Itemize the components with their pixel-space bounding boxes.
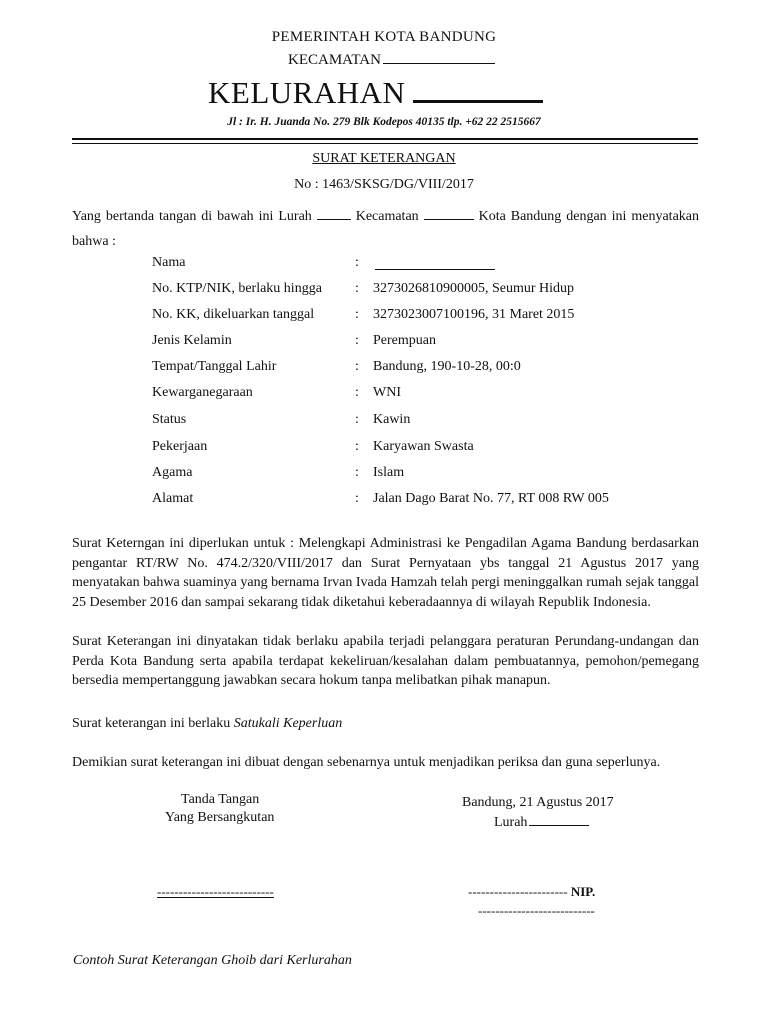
validity-paragraph: Surat Keterangan ini dinyatakan tidak berlaku apabila terjadi pelanggara peraturan Perundang-undangan dan Perda Kota Bandung serta apabila terdapat kekeliruan/kesalahan dalam pembuatannya, pemohon/pemegang bersedia mempertanggung jawabkan secara hokum tanpa melibatkan pihak manapun. xyxy=(72,634,699,688)
field-label: Alamat xyxy=(152,491,194,506)
name-blank xyxy=(375,255,495,270)
field-label: Agama xyxy=(152,465,193,480)
intro-part-3: Kota Bandung dengan ini menyatakan bahwa : xyxy=(72,209,699,249)
intro-paragraph xyxy=(72,204,699,254)
letter-title: SURAT KETERANGAN xyxy=(312,151,456,166)
field-value: Bandung, 190-10-28, 00:0 xyxy=(373,359,521,374)
field-colon: : xyxy=(355,307,359,322)
field-colon: : xyxy=(355,255,359,270)
field-value: Perempuan xyxy=(373,333,436,348)
field-value: Jalan Dago Barat No. 77, RT 008 RW 005 xyxy=(373,491,609,506)
field-label: Kewarganegaraan xyxy=(152,385,253,400)
header-divider-thick xyxy=(72,138,698,140)
signature-right-dashes: ----------------------- xyxy=(468,884,568,899)
letter-number: No : 1463/SKSG/DG/VIII/2017 xyxy=(294,177,474,192)
closing-paragraph: Demikian surat keterangan ini dibuat dengan sebenarnya untuk menjadikan periksa dan guna seperlunya. xyxy=(72,755,661,770)
field-value: WNI xyxy=(373,385,401,400)
field-label: Nama xyxy=(152,255,186,270)
field-colon: : xyxy=(355,333,359,348)
field-colon: : xyxy=(355,359,359,374)
field-colon: : xyxy=(355,412,359,427)
lurah-name-blank xyxy=(529,813,589,826)
lurah-blank xyxy=(317,207,351,220)
kelurahan-blank xyxy=(413,74,543,103)
document-caption: Contoh Surat Keterangan Ghoib dari Kerlurahan xyxy=(73,953,352,968)
field-colon: : xyxy=(355,491,359,506)
field-colon: : xyxy=(355,439,359,454)
kelurahan-label: KELURAHAN xyxy=(208,75,406,110)
signature-lurah xyxy=(494,813,589,831)
field-label: No. KTP/NIK, berlaku hingga xyxy=(152,281,322,296)
validity-value: Satukali Keperluan xyxy=(233,716,343,731)
field-colon: : xyxy=(355,465,359,480)
field-label: No. KK, dikeluarkan tanggal xyxy=(152,307,315,322)
field-value xyxy=(373,255,495,275)
signature-left-title: Tanda Tangan xyxy=(181,792,260,807)
kecamatan-inline-blank xyxy=(424,207,474,220)
field-label: Tempat/Tanggal Lahir xyxy=(152,359,277,374)
field-colon: : xyxy=(355,385,359,400)
field-value: 3273023007100196, 31 Maret 2015 xyxy=(373,307,575,322)
lurah-label: Lurah xyxy=(494,815,528,830)
validity-prefix: Surat keterangan ini berlaku xyxy=(72,716,231,731)
field-label: Status xyxy=(152,412,187,427)
validity-period xyxy=(72,716,342,732)
field-label: Pekerjaan xyxy=(152,439,208,454)
field-value: Islam xyxy=(373,465,405,480)
signature-left-subtitle: Yang Bersangkutan xyxy=(165,810,275,825)
government-header: PEMERINTAH KOTA BANDUNG xyxy=(271,29,497,45)
field-label: Jenis Kelamin xyxy=(152,333,232,348)
field-value: 3273026810900005, Seumur Hidup xyxy=(373,281,575,296)
kecamatan-blank xyxy=(383,50,495,64)
signature-right-line xyxy=(468,884,595,900)
intro-part-2: Kecamatan xyxy=(355,209,419,224)
signature-place-date: Bandung, 21 Agustus 2017 xyxy=(462,795,614,810)
office-address: Jl : Ir. H. Juanda No. 279 Blk Kodepos 40135 tlp. +62 22 2515667 xyxy=(227,116,541,128)
purpose-paragraph: Surat Keterngan ini diperlukan untuk : Melengkapi Administrasi ke Pengadilan Agama Bandung berdasarkan pengantar RT/RW No. 474.2/320/VIII/2017 dan Surat Pernyataan ybs tanggal 21 Agustus 2017 yang menyatakan bahwa suaminya yang bernama Irvan Ivada Hamzah telah pergi meninggalkan rumah sejak tanggal 25 Desember 2016 dan sampai sekarang tidak diketahui keberadaannya di wilayah Republik Indonesia. xyxy=(72,536,699,610)
header-divider-thin xyxy=(72,143,698,144)
kecamatan-line xyxy=(288,50,495,69)
field-colon: : xyxy=(355,281,359,296)
field-value: Kawin xyxy=(373,412,411,427)
signature-left-line: --------------------------- xyxy=(157,884,274,899)
signature-right-line-2: --------------------------- xyxy=(478,903,595,918)
kecamatan-label: KECAMATAN xyxy=(288,52,381,68)
field-value: Karyawan Swasta xyxy=(373,439,474,454)
nip-label: NIP. xyxy=(570,884,596,899)
kelurahan-heading xyxy=(208,74,543,111)
intro-part-1: Yang bertanda tangan di bawah ini Lurah xyxy=(72,209,312,224)
